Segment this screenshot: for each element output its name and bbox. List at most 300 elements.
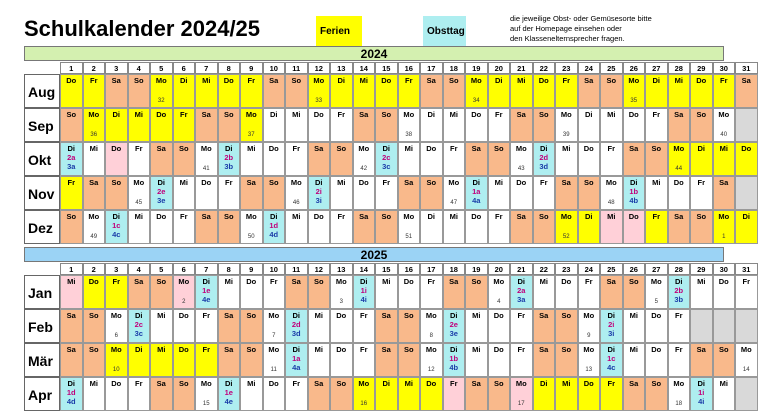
- weekday-label: So: [403, 345, 414, 354]
- class-label: 2d: [291, 320, 301, 329]
- weekday-label: Mi: [247, 144, 256, 153]
- weekday-label: Di: [607, 345, 615, 354]
- weekday-label: Di: [67, 144, 75, 153]
- weekday-label: Mi: [719, 144, 728, 153]
- week-number: 8: [429, 333, 433, 339]
- day-cell: [128, 142, 151, 176]
- day-cell: [398, 142, 421, 176]
- day-cell: [600, 176, 623, 210]
- weekday-label: Fr: [517, 345, 525, 354]
- weekday-label: Sa: [471, 379, 481, 388]
- day-cell: [128, 176, 151, 210]
- day-cell: [375, 142, 398, 176]
- weekday-label: Mo: [560, 212, 572, 221]
- weekday-label: Mo: [110, 311, 122, 320]
- weekday-label: Fr: [405, 76, 413, 85]
- week-number: 9: [587, 333, 591, 339]
- weekday-label: Do: [336, 345, 347, 354]
- day-cell: [668, 142, 691, 176]
- class-label: 4a: [472, 196, 481, 205]
- weekday-label: Sa: [359, 110, 369, 119]
- week-number: 17: [517, 401, 525, 407]
- day-cell: [735, 275, 758, 309]
- weekday-label: Di: [607, 311, 615, 320]
- day-number: 31: [735, 263, 758, 275]
- day-cell: [375, 309, 398, 343]
- weekday-label: Do: [651, 345, 662, 354]
- month-label: Aug: [24, 74, 60, 108]
- weekday-label: Do: [156, 212, 167, 221]
- weekday-label: Di: [450, 311, 458, 320]
- day-cell: [398, 108, 421, 142]
- week-number: 2: [182, 299, 186, 305]
- weekday-label: Di: [652, 76, 660, 85]
- weekday-label: Mo: [290, 178, 302, 187]
- day-cell: [330, 309, 353, 343]
- class-label: 2a: [517, 286, 526, 295]
- day-cell: [308, 377, 331, 411]
- weekday-label: Do: [336, 311, 347, 320]
- day-cell: [173, 108, 196, 142]
- day-cell: [150, 210, 173, 244]
- month-label: Feb: [24, 309, 60, 343]
- day-number: 10: [263, 62, 286, 74]
- day-cell: [263, 142, 286, 176]
- weekday-label: Sa: [201, 212, 211, 221]
- day-cell: [735, 176, 758, 210]
- weekday-label: Di: [270, 212, 278, 221]
- weekday-label: So: [111, 178, 122, 187]
- day-cell: [578, 74, 601, 108]
- day-number: 19: [465, 263, 488, 275]
- weekday-label: Mo: [403, 110, 415, 119]
- weekday-label: So: [66, 110, 77, 119]
- day-cell: [578, 343, 601, 377]
- week-number: 38: [405, 132, 413, 138]
- class-label: 4e: [202, 295, 211, 304]
- day-number: 14: [353, 62, 376, 74]
- weekday-label: So: [696, 110, 707, 119]
- day-cell: [330, 377, 353, 411]
- day-cell: [600, 142, 623, 176]
- weekday-label: So: [651, 379, 662, 388]
- day-cell: [488, 108, 511, 142]
- day-cell: [105, 108, 128, 142]
- weekday-label: Sa: [381, 311, 391, 320]
- weekday-label: Sa: [516, 110, 526, 119]
- day-cell: [330, 343, 353, 377]
- weekday-label: Mi: [674, 76, 683, 85]
- day-cell: [623, 275, 646, 309]
- class-label: 4d: [269, 230, 279, 239]
- weekday-label: So: [246, 311, 257, 320]
- day-cell: [533, 108, 556, 142]
- day-number: 11: [285, 263, 308, 275]
- weekday-label: So: [88, 311, 99, 320]
- weekday-label: Do: [583, 144, 594, 153]
- week-number: 43: [517, 166, 525, 172]
- day-cell: [60, 142, 83, 176]
- weekday-label: Di: [225, 379, 233, 388]
- weekday-label: Mo: [200, 379, 212, 388]
- weekday-label: So: [426, 178, 437, 187]
- weekday-label: Mi: [247, 379, 256, 388]
- weekday-label: Do: [178, 311, 189, 320]
- day-cell: [420, 309, 443, 343]
- week-number: 32: [157, 98, 165, 104]
- month-label: Dez: [24, 210, 60, 244]
- day-cell: [375, 108, 398, 142]
- day-number: 21: [510, 263, 533, 275]
- day-cell: [105, 377, 128, 411]
- class-label: 2b: [224, 153, 234, 162]
- weekday-label: Fr: [652, 212, 660, 221]
- weekday-label: Fr: [180, 212, 188, 221]
- day-cell: [263, 210, 286, 244]
- weekday-label: So: [651, 144, 662, 153]
- day-cell: [173, 176, 196, 210]
- day-cell: [308, 309, 331, 343]
- day-cell: [668, 210, 691, 244]
- day-cell: [488, 377, 511, 411]
- weekday-label: Di: [742, 212, 750, 221]
- day-cell: [83, 377, 106, 411]
- class-label: 1b: [449, 354, 459, 363]
- day-number: 20: [488, 62, 511, 74]
- weekday-label: Do: [628, 212, 639, 221]
- day-cell: [645, 343, 668, 377]
- day-cell: [105, 309, 128, 343]
- class-label: 2b: [674, 286, 684, 295]
- class-label: 4a: [292, 363, 301, 372]
- weekday-label: Mo: [650, 277, 662, 286]
- week-number: 13: [585, 367, 593, 373]
- weekday-label: So: [718, 345, 729, 354]
- day-number: 12: [308, 62, 331, 74]
- day-cell: [375, 343, 398, 377]
- weekday-label: Mo: [268, 345, 280, 354]
- info-note: die jeweilige Obst- oder Gemüsesorte bitte auf der Homepage einsehen oder den Klassenelternsprecher fragen.: [510, 14, 652, 43]
- weekday-label: So: [88, 345, 99, 354]
- day-cell: [173, 309, 196, 343]
- day-cell: [285, 275, 308, 309]
- month-label: Okt: [24, 142, 60, 176]
- day-cell: [60, 176, 83, 210]
- day-number: 26: [623, 263, 646, 275]
- weekday-label: Fr: [675, 345, 683, 354]
- week-number: 47: [450, 200, 458, 206]
- day-cell: [713, 343, 736, 377]
- day-cell: [555, 176, 578, 210]
- day-number: 3: [105, 62, 128, 74]
- weekday-label: Fr: [540, 178, 548, 187]
- day-cell: [173, 210, 196, 244]
- week-number: 12: [427, 367, 435, 373]
- day-cell: [600, 108, 623, 142]
- week-number: 42: [360, 166, 368, 172]
- day-cell: [218, 74, 241, 108]
- weekday-label: Mi: [539, 277, 548, 286]
- weekday-label: Di: [67, 379, 75, 388]
- weekday-label: Mo: [425, 311, 437, 320]
- day-cell: [353, 377, 376, 411]
- weekday-label: Fr: [675, 311, 683, 320]
- weekday-label: Fr: [382, 178, 390, 187]
- weekday-label: Di: [540, 144, 548, 153]
- day-cell: [713, 309, 736, 343]
- class-label: 3d: [291, 329, 301, 338]
- day-cell: [195, 210, 218, 244]
- weekday-label: So: [246, 345, 257, 354]
- day-cell: [83, 343, 106, 377]
- day-cell: [420, 74, 443, 108]
- day-number: 5: [150, 62, 173, 74]
- weekday-label: Sa: [269, 76, 279, 85]
- year-header: 2024: [24, 46, 724, 61]
- day-cell: [308, 74, 331, 108]
- day-cell: [60, 377, 83, 411]
- class-label: 4c: [112, 230, 121, 239]
- weekday-label: Mi: [517, 76, 526, 85]
- weekday-label: Do: [493, 311, 504, 320]
- day-cell: [240, 377, 263, 411]
- day-cell: [600, 377, 623, 411]
- day-cell: [60, 74, 83, 108]
- day-number: 3: [105, 263, 128, 275]
- day-number: 23: [555, 62, 578, 74]
- class-label: 3b: [674, 295, 684, 304]
- day-cell: [578, 210, 601, 244]
- weekday-label: So: [268, 178, 279, 187]
- weekday-label: Mo: [673, 379, 685, 388]
- day-cell: [353, 275, 376, 309]
- weekday-label: Fr: [270, 277, 278, 286]
- day-cell: [465, 108, 488, 142]
- weekday-label: Do: [493, 345, 504, 354]
- day-cell: [443, 275, 466, 309]
- day-number: 28: [668, 62, 691, 74]
- day-cell: [465, 377, 488, 411]
- day-cell: [83, 210, 106, 244]
- weekday-label: Do: [426, 379, 437, 388]
- weekday-label: Fr: [225, 178, 233, 187]
- day-cell: [285, 108, 308, 142]
- day-number: 31: [735, 62, 758, 74]
- weekday-label: Sa: [224, 345, 234, 354]
- weekday-label: So: [471, 277, 482, 286]
- weekday-label: Mo: [493, 277, 505, 286]
- day-cell: [420, 176, 443, 210]
- week-number: 16: [360, 401, 368, 407]
- weekday-label: Fr: [697, 178, 705, 187]
- weekday-label: Mo: [110, 345, 122, 354]
- day-cell: [510, 275, 533, 309]
- weekday-label: Do: [313, 212, 324, 221]
- day-cell: [128, 108, 151, 142]
- weekday-label: Fr: [67, 178, 75, 187]
- weekday-label: Mi: [224, 277, 233, 286]
- weekday-label: Mo: [560, 110, 572, 119]
- day-cell: [488, 176, 511, 210]
- month-label: Nov: [24, 176, 60, 210]
- weekday-label: So: [336, 379, 347, 388]
- day-number: 30: [713, 263, 736, 275]
- day-cell: [713, 142, 736, 176]
- week-number: 52: [562, 234, 570, 240]
- day-cell: [128, 210, 151, 244]
- day-cell: [555, 275, 578, 309]
- weekday-label: Di: [472, 178, 480, 187]
- weekday-label: Di: [202, 277, 210, 286]
- weekday-label: So: [381, 110, 392, 119]
- class-label: 1d: [269, 221, 279, 230]
- weekday-label: Mi: [697, 277, 706, 286]
- day-cell: [533, 176, 556, 210]
- day-number: 30: [713, 62, 736, 74]
- class-label: 3e: [449, 329, 458, 338]
- day-cell: [690, 142, 713, 176]
- day-number: 23: [555, 263, 578, 275]
- day-cell: [240, 343, 263, 377]
- day-cell: [240, 142, 263, 176]
- weekday-label: Mi: [629, 345, 638, 354]
- weekday-label: Sa: [381, 345, 391, 354]
- day-cell: [308, 108, 331, 142]
- day-number: 7: [195, 263, 218, 275]
- weekday-label: Mo: [425, 345, 437, 354]
- weekday-label: Di: [675, 277, 683, 286]
- class-label: 3i: [608, 329, 615, 338]
- weekday-label: Fr: [90, 76, 98, 85]
- day-cell: [510, 343, 533, 377]
- weekday-label: Mi: [359, 76, 368, 85]
- day-cell: [308, 142, 331, 176]
- day-cell: [623, 176, 646, 210]
- day-number: 12: [308, 263, 331, 275]
- weekday-label: Sa: [156, 379, 166, 388]
- weekday-label: Fr: [135, 144, 143, 153]
- class-label: 4i: [698, 397, 705, 406]
- day-cell: [690, 210, 713, 244]
- day-cell: [308, 210, 331, 244]
- class-label: 3a: [517, 295, 526, 304]
- day-cell: [218, 275, 241, 309]
- day-cell: [555, 74, 578, 108]
- weekday-label: Fr: [202, 345, 210, 354]
- day-cell: [263, 275, 286, 309]
- day-cell: [353, 210, 376, 244]
- week-number: 6: [114, 333, 118, 339]
- class-label: 2a: [67, 153, 76, 162]
- class-label: 3i: [315, 196, 322, 205]
- week-number: 4: [497, 299, 501, 305]
- class-label: 2d: [539, 153, 549, 162]
- day-cell: [488, 343, 511, 377]
- day-cell: [150, 142, 173, 176]
- day-cell: [735, 108, 758, 142]
- class-label: 2c: [382, 153, 391, 162]
- year-header: 2025: [24, 247, 724, 262]
- day-number: 1: [60, 263, 83, 275]
- day-cell: [690, 108, 713, 142]
- weekday-label: Mo: [335, 277, 347, 286]
- weekday-label: Fr: [495, 110, 503, 119]
- day-cell: [735, 74, 758, 108]
- weekday-label: Di: [157, 178, 165, 187]
- day-cell: [555, 142, 578, 176]
- day-cell: [128, 74, 151, 108]
- day-number: 16: [398, 62, 421, 74]
- day-cell: [668, 343, 691, 377]
- weekday-label: Mo: [515, 379, 527, 388]
- day-cell: [690, 176, 713, 210]
- day-cell: [488, 74, 511, 108]
- day-cell: [443, 210, 466, 244]
- weekday-label: Di: [382, 144, 390, 153]
- weekday-label: Mi: [472, 345, 481, 354]
- weekday-label: So: [538, 212, 549, 221]
- day-cell: [645, 176, 668, 210]
- day-cell: [713, 108, 736, 142]
- weekday-label: Sa: [539, 311, 549, 320]
- day-number: 17: [420, 263, 443, 275]
- week-number: 35: [630, 98, 638, 104]
- weekday-label: Mo: [155, 76, 167, 85]
- month-label: Mär: [24, 343, 60, 377]
- day-cell: [443, 343, 466, 377]
- day-cell: [600, 343, 623, 377]
- day-cell: [690, 343, 713, 377]
- weekday-label: Sa: [291, 277, 301, 286]
- class-label: 4b: [629, 196, 639, 205]
- week-number: 51: [405, 234, 413, 240]
- weekday-label: So: [493, 379, 504, 388]
- day-cell: [533, 210, 556, 244]
- weekday-label: Do: [223, 76, 234, 85]
- day-cell: [173, 343, 196, 377]
- day-cell: [195, 176, 218, 210]
- day-cell: [645, 309, 668, 343]
- day-cell: [555, 108, 578, 142]
- day-cell: [735, 309, 758, 343]
- weekday-label: Do: [381, 76, 392, 85]
- weekday-label: Mi: [89, 144, 98, 153]
- weekday-label: Fr: [337, 212, 345, 221]
- weekday-label: Mi: [202, 76, 211, 85]
- weekday-label: Mi: [494, 178, 503, 187]
- day-cell: [668, 275, 691, 309]
- day-cell: [128, 275, 151, 309]
- weekday-label: Mi: [134, 212, 143, 221]
- day-cell: [713, 74, 736, 108]
- weekday-label: Mi: [449, 110, 458, 119]
- weekday-label: So: [538, 110, 549, 119]
- day-cell: [105, 176, 128, 210]
- week-number: 37: [247, 132, 255, 138]
- weekday-label: Fr: [112, 277, 120, 286]
- day-cell: [600, 309, 623, 343]
- weekday-label: Fr: [585, 277, 593, 286]
- day-number: 22: [533, 263, 556, 275]
- day-cell: [218, 108, 241, 142]
- weekday-label: Fr: [517, 311, 525, 320]
- day-cell: [83, 74, 106, 108]
- weekday-label: Do: [268, 144, 279, 153]
- day-cell: [623, 210, 646, 244]
- month-label: Jan: [24, 275, 60, 309]
- day-cell: [735, 210, 758, 244]
- day-cell: [465, 210, 488, 244]
